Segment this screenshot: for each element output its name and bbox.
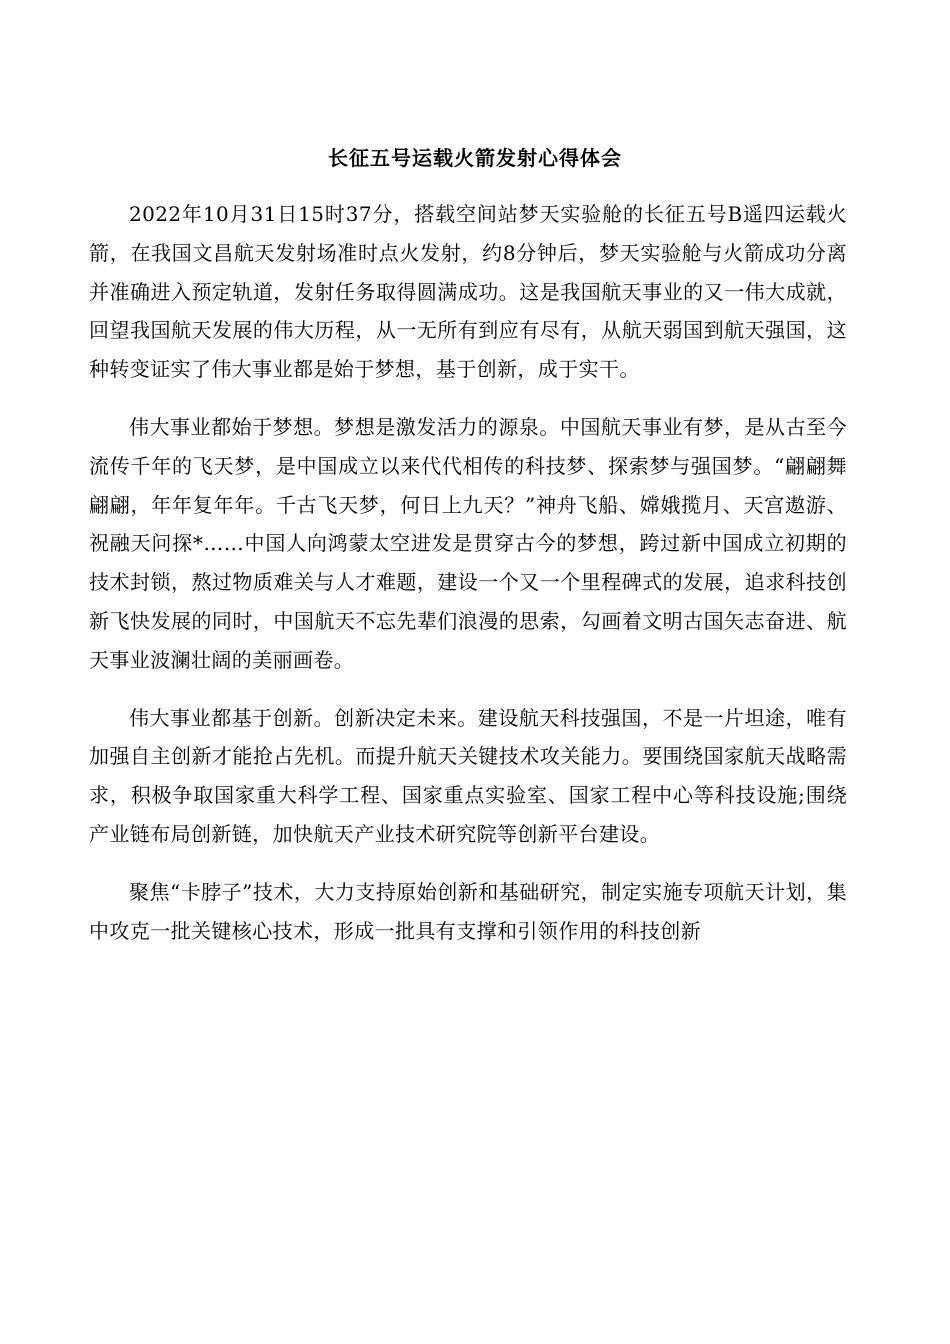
document-body [89,195,847,969]
document-title: 长征五号运载火箭发射心得体会 [328,146,622,170]
paragraph-launch-summary: 2022年10月31日15时37分，搭载空间站梦天实验舱的长征五号B遥四运载火箭，在我国文昌航天发射场准时点火发射，约8分钟后，梦天实验舱与火箭成功分离并准确进入预定轨道，发射任务取得圆满成功。这是我国航天事业的又一伟大成就，回望我国航天发展的伟大历程，从一无所有到应有尽有，从航天弱国到航天强国，这种转变证实了伟大事业都是始于梦想，基于创新，成于实干。 [89,202,847,382]
paragraph-key-technology: 聚焦“卡脖子”技术，大力支持原始创新和基础研究，制定实施专项航天计划，集中攻克一批关键核心技术，形成一批具有支撑和引领作用的科技创新 [89,879,847,943]
paragraph-dream: 伟大事业都始于梦想。梦想是激发活力的源泉。中国航天事业有梦，是从古至今流传千年的飞天梦，是中国成立以来代代相传的科技梦、探索梦与强国梦。“翩翩舞翩翩，年年复年年。千古飞天梦，何日上九天？”神舟飞船、嫦娥揽月、天宫遨游、祝融天问探*……中国人向鸿蒙太空进发是贯穿古今的梦想，跨过新中国成立初期的技术封锁，熬过物质难关与人才难题，建设一个又一个里程碑式的发展，追求科技创新飞快发展的同时，中国航天不忘先辈们浪漫的思索，勾画着文明古国矢志奋进、航天事业波澜壮阔的美丽画卷。 [89,414,847,672]
paragraph-innovation: 伟大事业都基于创新。创新决定未来。建设航天科技强国，不是一片坦途，唯有加强自主创新才能抢占先机。而提升航天关键技术攻关能力。要围绕国家航天战略需求，积极争取国家重大科学工程、国家重点实验室、国家工程中心等科技设施;围绕产业链布局创新链，加快航天产业技术研究院等创新平台建设。 [89,705,847,846]
